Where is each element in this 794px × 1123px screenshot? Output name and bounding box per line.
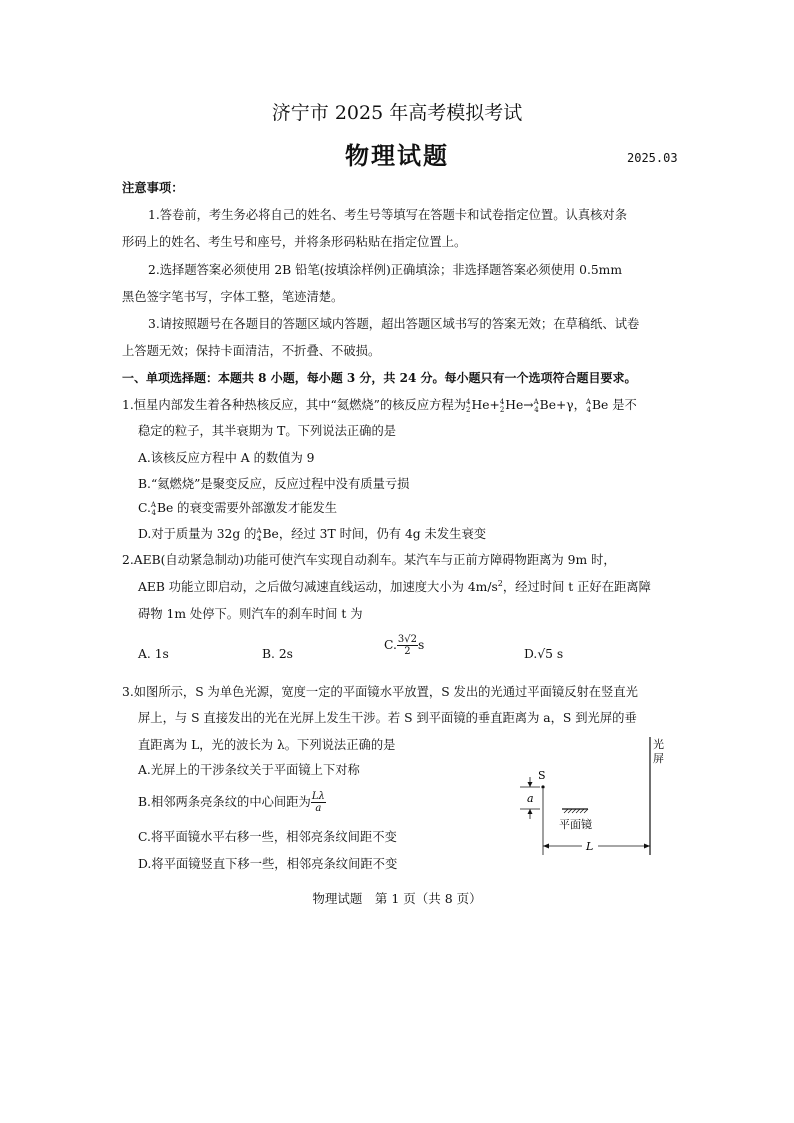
q1-option-b: B.“氦燃烧”是聚变反应，反应过程中没有质量亏损 [138, 477, 410, 491]
q1-text-b: He+ [471, 398, 500, 412]
screen-label-2: 屏 [653, 752, 664, 765]
q1-option-d [138, 526, 486, 543]
notice-item-3-line-1: 3.请按照题号在各题目的答题区域内答题，超出答题区域书写的答案无效；在草稿纸、试卷 [148, 317, 640, 331]
source-label: S [538, 769, 546, 782]
q2-option-a: A. 1s [138, 647, 169, 661]
q2-option-c-fraction: $\frac{3√2}{2}$ [397, 634, 417, 657]
q1-option-c-text: Be 的衰变需要外部激发才能发生 [156, 501, 338, 515]
q1-option-d-text-a: D.对于质量为 32g 的 [138, 527, 257, 541]
section-1-heading: 一、单项选择题：本题共 8 小题，每小题 3 分，共 24 分。每小题只有一个选项符合题目要求。 [122, 371, 637, 385]
q2-option-c-unit: s [418, 638, 425, 652]
q2-option-c [384, 634, 424, 657]
isotope-be-d: A 4 [256, 526, 262, 543]
q2-option-c-label: C. [384, 638, 397, 652]
notice-item-1-line-2: 形码上的姓名、考生号和座号，并将条形码粘贴在指定位置上。 [122, 235, 467, 249]
q3-line-1: 3.如图所示，S 为单色光源，宽度一定的平面镜水平放置，S 发出的光通过平面镜反射在竖直光 [122, 685, 638, 699]
q3-option-b-fraction: $\frac{L\lambda}{a}$ [311, 791, 325, 814]
q3-line-3: 直距离为 L，光的波长为 λ。下列说法正确的是 [138, 738, 396, 752]
q2-option-d-label: D. [524, 647, 538, 661]
q1-option-a: A.该核反应方程中 A 的数值为 9 [138, 451, 315, 465]
a-arrowhead-bottom [528, 809, 533, 814]
q2-option-d [524, 646, 563, 662]
q2-line-2-a: AEB 功能立即启动，之后做匀减速直线运动，加速度大小为 4m/s [138, 580, 498, 594]
light-source-point [541, 785, 544, 788]
q1-text-e: Be 是不 [591, 398, 637, 412]
subject-title: 物理试题 [345, 141, 449, 170]
q1-option-c [138, 500, 337, 517]
isotope-be-2: A 4 [585, 397, 591, 414]
q3-option-b [138, 791, 326, 814]
notice-heading: 注意事项： [122, 180, 184, 195]
q3-figure [510, 732, 685, 862]
q3-option-d: D.将平面镜竖直下移一些，相邻亮条纹间距不变 [138, 857, 398, 871]
q3-line-2: 屏上，与 S 直接发出的光在光屏上发生干涉。若 S 到平面镜的垂直距离为 a，S 到光屏的垂 [138, 711, 637, 725]
q2-option-d-value: √5 [537, 647, 554, 661]
isotope-be-c: A 4 [150, 500, 156, 517]
q2-line-1: 2.AEB(自动紧急制动)功能可使汽车实现自动刹车。某汽车与正前方障碍物距离为 9m 时， [122, 553, 616, 567]
q3-option-c: C.将平面镜水平右移一些，相邻亮条纹间距不变 [138, 830, 397, 844]
isotope-he-1: 4 2 [466, 397, 471, 414]
q2-option-d-unit: s [553, 647, 564, 661]
q1-line-1 [122, 397, 637, 414]
notice-item-3-line-2: 上答题无效；保持卡面清洁，不折叠、不破损。 [122, 344, 381, 358]
notice-item-2-line-1: 2.选择题答案必须使用 2B 铅笔(按填涂样例)正确填涂；非选择题答案必须使用 0.5mm [148, 263, 622, 277]
isotope-be-1: A 4 [533, 397, 539, 414]
L-arrowhead-left [543, 844, 549, 849]
q2-line-2-b: ，经过时间 t 正好在距离障 [502, 580, 651, 594]
q2-superscript: 2 [497, 578, 503, 588]
q2-line-3: 碍物 1m 处停下。则汽车的刹车时间 t 为 [138, 607, 363, 621]
mirror-label: 平面镜 [559, 818, 592, 831]
exam-title: 济宁市 2025 年高考模拟考试 [271, 102, 523, 124]
q1-option-c-label: C. [138, 501, 151, 515]
q1-text-d: Be+γ， [539, 398, 586, 412]
notice-item-1-line-1: 1.答卷前，考生务必将自己的姓名、考生号等填写在答题卡和试卷指定位置。认真核对条 [148, 208, 628, 222]
q1-text-a: 1.恒星内部发生着各种热核反应，其中“氦燃烧”的核反应方程为 [122, 398, 467, 412]
screen-label-1: 光 [653, 738, 664, 751]
q1-line-2: 稳定的粒子，其半衰期为 T。下列说法正确的是 [138, 424, 397, 438]
L-arrowhead-right [644, 844, 650, 849]
q1-option-d-text-b: Be，经过 3T 时间，仍有 4g 未发生衰变 [262, 527, 487, 541]
distance-L-label: L [586, 840, 594, 853]
q1-text-c: He→ [505, 398, 534, 412]
a-arrowhead-top [528, 782, 533, 787]
q2-line-2 [138, 579, 651, 595]
notice-item-2-line-2: 黑色签字笔书写，字体工整，笔迹清楚。 [122, 290, 344, 304]
q2-option-b: B. 2s [262, 647, 293, 661]
page-footer: 物理试题 第 1 页（共 8 页） [312, 891, 482, 906]
q3-option-b-text: B.相邻两条亮条纹的中心间距为 [138, 795, 311, 809]
distance-a-label: a [527, 792, 534, 805]
exam-date: 2025.03 [627, 151, 678, 165]
isotope-he-2: 4 2 [499, 397, 505, 414]
q3-option-a: A.光屏上的干涉条纹关于平面镜上下对称 [138, 763, 360, 777]
